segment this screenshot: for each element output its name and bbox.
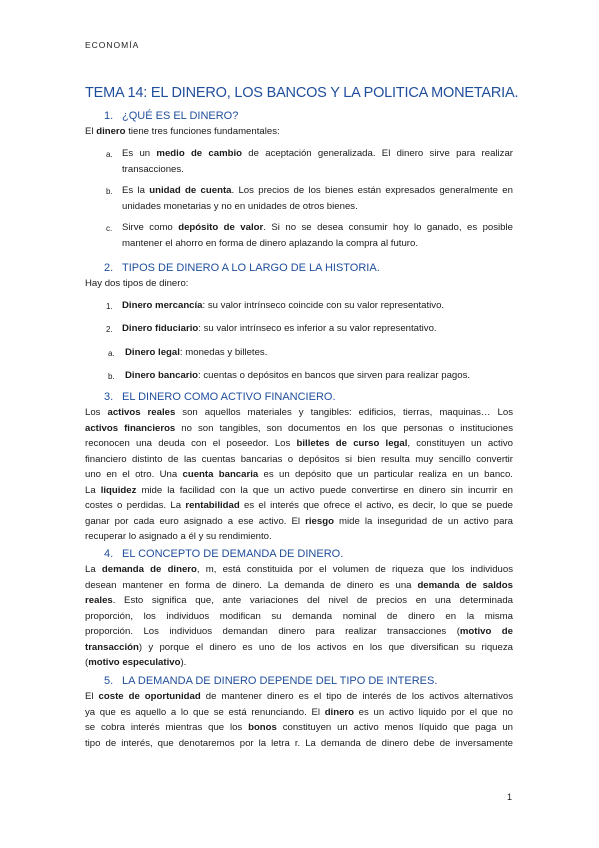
s5-paragraph: El coste de oportunidad de mantener dinero es el tipo de interés de los activos alternativos ya que es aquello a lo que se está renunciando. El dinero es un activo liquido por el que no se cobra interés mientras que los bonos constituyen un activo menos líquido que paga un tipo de interés, que denotaremos por la letra r. La demanda de dinero debe de inversamente	[85, 691, 513, 749]
list-item: Dinero bancario: cuentas o depósitos en bancos que sirven para realizar pagos.	[125, 370, 471, 381]
s1-intro: El dinero tiene tres funciones fundamentales:	[85, 126, 280, 137]
section-title: EL CONCEPTO DE DEMANDA DE DINERO.	[122, 548, 344, 560]
list-marker: a.	[108, 349, 115, 358]
section-1-heading	[104, 110, 238, 122]
section-title: ¿QUÉ ES EL DINERO?	[122, 110, 239, 122]
running-header: ECONOMÍA	[85, 40, 140, 50]
s2-intro: Hay dos tipos de dinero:	[85, 278, 189, 289]
section-title: EL DINERO COMO ACTIVO FINANCIERO.	[122, 391, 336, 403]
section-number: 4.	[104, 548, 114, 560]
section-number: 3.	[104, 391, 114, 403]
section-number: 1.	[104, 110, 114, 122]
list-marker: 2.	[106, 325, 113, 334]
section-2-heading	[104, 262, 380, 274]
list-marker: a.	[106, 150, 113, 159]
list-item: Es la unidad de cuenta. Los precios de los bienes están expresados generalmente en unidades monetarias y no en unidades de otros bienes.	[122, 185, 513, 212]
page-number: 1	[507, 792, 513, 802]
section-number: 2.	[104, 262, 114, 274]
s4-paragraph: La demanda de dinero, m, está constituida por el volumen de riqueza que los individuos desean mantener en forma de dinero. La demanda de dinero es una demanda de saldos reales. Esto significa que, ante variaciones del nivel de precios en una determinada proporción, los individuos modifican su demanda nominal de dinero en la misma proporción. Los individuos demandan dinero para realizar transacciones (motivo de transacción) y porque el dinero es uno de los activos en los que diversifican su riqueza (motivo especulativo).	[85, 564, 513, 668]
list-item: Sirve como depósito de valor. Si no se desea consumir hoy lo ganado, es posible mantener el ahorro en forma de dinero aplazando la compra al futuro.	[122, 222, 513, 249]
list-item: Dinero fiduciario: su valor intrínseco es inferior a su valor representativo.	[122, 323, 437, 334]
list-item: Es un medio de cambio de aceptación generalizada. El dinero sirve para realizar transacciones.	[122, 148, 513, 175]
section-5-heading	[104, 675, 437, 687]
list-marker: 1.	[106, 302, 113, 311]
section-3-heading	[104, 391, 336, 403]
section-title: TIPOS DE DINERO A LO LARGO DE LA HISTORIA.	[122, 262, 380, 274]
list-marker: b.	[108, 372, 115, 381]
section-title: LA DEMANDA DE DINERO DEPENDE DEL TIPO DE INTERES.	[122, 675, 438, 687]
s3-paragraph: Los activos reales son aquellos materiales y tangibles: edificios, tierras, maquinas… Los activos financieros no son tangibles, son documentos en los que personas o instituciones reconocen una deuda con el poseedor. Los billetes de curso legal, constituyen un activo financiero distinto de las cuentas bancarias o depósitos si bien resulta muy sencillo convertir uno en el otro. Una cuenta bancaria es un depósito que un particular realiza en un banco. La liquidez mide la facilidad con la que un activo puede convertirse en dinero sin incurrir en costes o perdidas. La rentabilidad es el interés que ofrece el activo, es decir, lo que se puede ganar por cada euro asignado a ese activo. El riesgo mide la inseguridad de un activo para recuperar lo asignado a él y su rendimiento.	[85, 407, 513, 542]
list-marker: c.	[106, 224, 113, 233]
section-number: 5.	[104, 675, 114, 687]
section-4-heading	[104, 548, 343, 560]
list-marker: b.	[106, 187, 113, 196]
document-title: TEMA 14: EL DINERO, LOS BANCOS Y LA POLITICA MONETARIA.	[85, 85, 519, 101]
list-item: Dinero mercancía: su valor intrínseco coincide con su valor representativo.	[122, 300, 445, 311]
list-item: Dinero legal: monedas y billetes.	[125, 347, 268, 358]
